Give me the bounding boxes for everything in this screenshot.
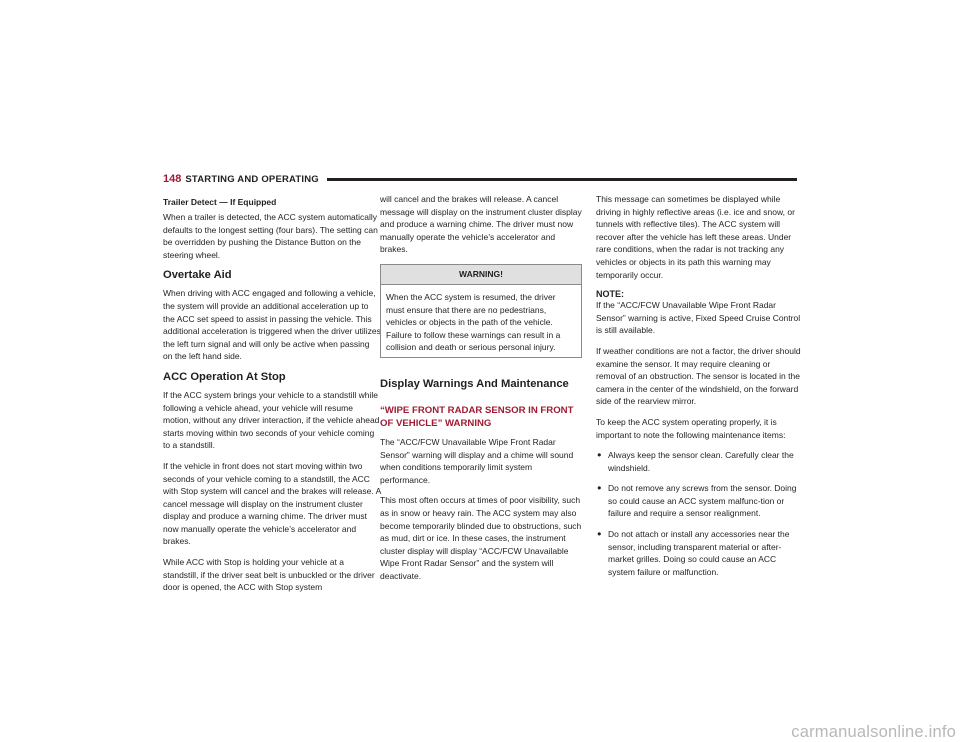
note-label: NOTE: bbox=[596, 289, 624, 300]
note-paragraph: If the “ACC/FCW Unavailable Wipe Front Radar Sensor” warning is active, Fixed Speed Cruise Control is still available. bbox=[596, 300, 801, 336]
column-middle bbox=[380, 193, 582, 590]
maintenance-intro-paragraph: To keep the ACC system operating properly, it is important to note the following maintenance items: bbox=[596, 416, 786, 440]
warning-body bbox=[381, 285, 581, 357]
trailer-detect-paragraph: When a trailer is detected, the ACC system automatically defaults to the longest setting (four bars). The setting can be overridden by pushing the Distance Button on the steering wheel. bbox=[163, 212, 378, 260]
continued-paragraph: will cancel and the brakes will release. A cancel message will display on the instrument cluster display and produce a warning chime. The driver must now manually operate the vehicle’s accelerator and brakes. bbox=[380, 194, 582, 255]
wipe-sensor-heading: “WIPE FRONT RADAR SENSOR IN FRONT OF VEHICLE” WARNING bbox=[380, 404, 574, 429]
warning-text: When the ACC system is resumed, the driver must ensure that there are no pedestrians, vehicles or objects in the path of the vehicle. Failure to follow these warnings can result in a collision and death or serious personal injury. bbox=[386, 291, 561, 353]
header-rule bbox=[327, 178, 797, 181]
reflective-areas-paragraph: This message can sometimes be displayed while driving in highly reflective areas (i.e. ice and snow, or tunnels with reflective tiles). The ACC system will recover after the vehicle has left these areas. Under rare conditions, when the radar is not tracking any vehicles or objects in its path this warning may temporarily occur. bbox=[596, 194, 795, 280]
wipe-sensor-paragraph-1: The “ACC/FCW Unavailable Wipe Front Radar Sensor” warning will display and a chime will sound when conditions temporarily limit system performance. bbox=[380, 436, 574, 485]
trailer-detect-heading: Trailer Detect — If Equipped bbox=[163, 197, 277, 207]
acc-at-stop-heading: ACC Operation At Stop bbox=[163, 370, 286, 383]
weather-paragraph: If weather conditions are not a factor, the driver should examine the sensor. It may require cleaning or removal of an obstruction. The sensor is located in the camera in the center of the windshield, on the forward side of the rearview mirror. bbox=[596, 345, 801, 407]
watermark: carmanualsonline.info bbox=[791, 723, 956, 741]
acc-at-stop-paragraph-3: While ACC with Stop is holding your vehicle at a standstill, if the driver seat belt is unbuckled or the driver door is opened, the ACC with Stop system bbox=[163, 557, 375, 593]
column-left bbox=[163, 193, 381, 602]
overtake-aid-heading: Overtake Aid bbox=[163, 269, 232, 282]
acc-at-stop-paragraph-1: If the ACC system brings your vehicle to a standstill while following a vehicle ahead, your vehicle will resume motion, without any driver interaction, if the vehicle ahead starts moving within two seconds of your vehicle coming to a standstill. bbox=[163, 389, 380, 451]
list-item: ● Do not remove any screws from the sensor. Doing so could cause an ACC system malfunc-tion or failure and require a sensor realignment. bbox=[596, 482, 802, 520]
page-number: 148 bbox=[163, 173, 182, 185]
section-title: STARTING AND OPERATING bbox=[185, 173, 319, 185]
list-item: ● Always keep the sensor clean. Carefully clear the windshield. bbox=[596, 449, 802, 474]
maintenance-list bbox=[596, 449, 802, 578]
display-warnings-heading: Display Warnings And Maintenance bbox=[380, 377, 569, 390]
page-header bbox=[163, 171, 797, 187]
list-item: ● Do not attach or install any accessories near the sensor, including transparent material or after-market grilles. Doing so could cause an ACC system failure or malfunction. bbox=[596, 528, 802, 578]
wipe-sensor-paragraph-2: This most often occurs at times of poor visibility, such as in snow or heavy rain. The ACC system may also become temporarily blinded due to obstructions, such as mud, dirt or ice. In these cases, the instrument cluster display will display “ACC/FCW Unavailable Wipe Front Radar Sensor” and the system will deactivate. bbox=[380, 495, 582, 581]
warning-box bbox=[380, 264, 582, 358]
warning-title: WARNING! bbox=[381, 265, 581, 285]
column-right bbox=[596, 193, 802, 586]
acc-at-stop-paragraph-2: If the vehicle in front does not start moving within two seconds of your vehicle coming to a standstill, the ACC with Stop system will cancel and the brakes will release. A cancel message will display on the instrument cluster display and produce a warning chime. The driver must now manually operate the vehicle’s accelerator and brakes. bbox=[163, 460, 381, 547]
overtake-aid-paragraph: When driving with ACC engaged and following a vehicle, the system will provide an additional acceleration up to the ACC set speed to assist in passing the vehicle. This additional acceleration is triggered when the driver utilizes the left turn signal and will only be active when passing on the left hand side. bbox=[163, 288, 381, 362]
